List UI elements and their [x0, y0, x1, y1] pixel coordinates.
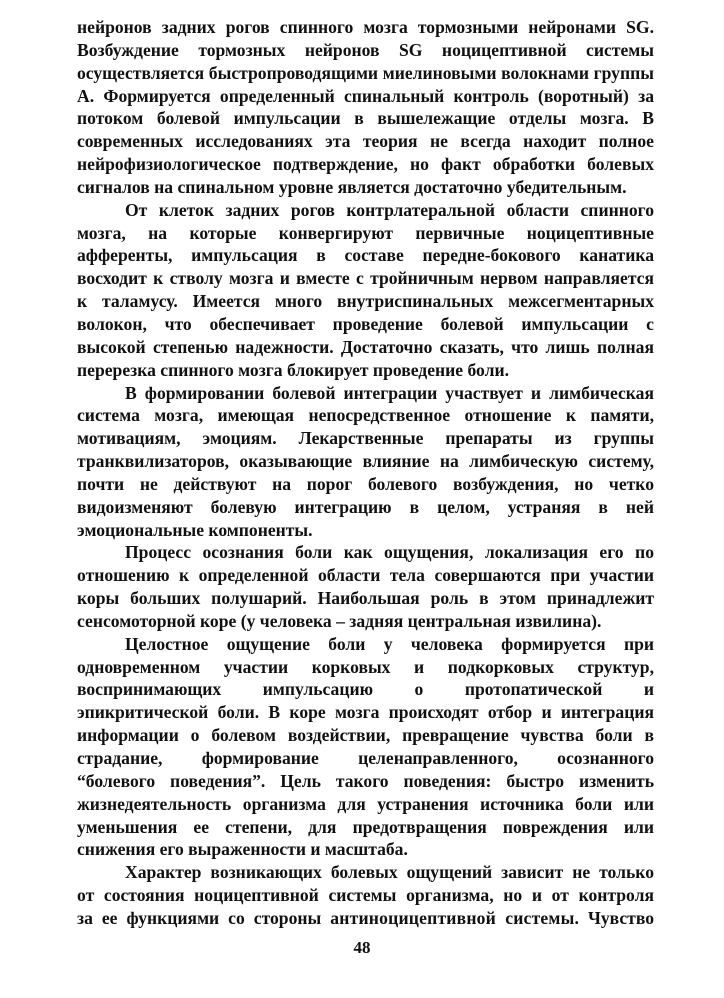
body-text [77, 16, 654, 930]
paragraph-6 [77, 861, 654, 930]
text-line: Возбуждение тормозных нейронов SG ноцицептивной системы [77, 39, 654, 60]
text-line: видоизменяют болевую интеграцию в целом, устраняя в ней [77, 496, 654, 517]
text-line: снижения его выраженности и масштаба. [77, 839, 408, 860]
text-line: афференты, импульсация в составе передне-бокового канатика [77, 245, 654, 266]
text-fragment: . Чувство [574, 907, 654, 928]
text-line: сенсомоторной коре (у человека – задняя центральная извилина). [77, 610, 602, 631]
text-line: жизнедеятельность организма для устранения источника боли или [77, 793, 654, 814]
text-line: почти не действуют на порог болевого возбуждения, но четко [77, 473, 654, 494]
text-line: сигналов на спинальном уровне является достаточно убедительным. [77, 176, 627, 197]
paragraph-3 [77, 382, 654, 542]
paragraph-4 [77, 541, 654, 632]
text-line: система мозга, имеющая непосредственное отношение к памяти, [77, 405, 654, 426]
text-line: транквилизаторов, оказывающие влияние на лимбическую систему, [77, 451, 654, 472]
text-line: отношению к определенной области тела совершаются при участии [77, 565, 654, 586]
text-line: Характер возникающих болевых ощущений зависит не только [125, 862, 654, 883]
text-fragment: за ее функциями со стороны [77, 907, 331, 928]
text-line: Целостное ощущение боли у человека формируется при [125, 633, 654, 654]
text-line: мотивациям, эмоциям. Лекарственные препараты из группы [77, 428, 654, 449]
text-line: восходит к стволу мозга и вместе с тройничным нервом направляется [77, 268, 654, 289]
text-line: коры больших полушарий. Наибольшая роль в этом принадлежит [77, 588, 654, 609]
text-line: информации о болевом воздействии, превращение чувства боли в [77, 725, 654, 746]
text-line: Процесс осознания боли как ощущения, локализация его по [125, 542, 654, 563]
text-line: страдание, формирование целенаправленного, осознанного [77, 748, 654, 768]
text-line: к таламусу. Имеется много внутриспинальных межсегментарных [77, 291, 654, 312]
text-line: высокой степенью надежности. Достаточно сказать, что лишь полная [77, 336, 654, 357]
text-line: В формировании болевой интеграции участвует и лимбическая [125, 382, 654, 403]
paragraph-2 [77, 199, 654, 382]
paragraph-1 [77, 16, 654, 199]
text-line: нейронов задних рогов спинного мозга тормозными нейронами SG. [77, 17, 654, 37]
text-line: волокон, что обеспечивает проведение болевой импульсации с [77, 313, 654, 334]
page-number: 48 [353, 938, 371, 957]
text-line: от состояния ноцицептивной системы организма, но и от контроля [77, 885, 654, 906]
text-line [77, 907, 654, 930]
text-line: мозга, на которые конвергируют первичные ноцицептивные [77, 222, 654, 243]
text-line: нейрофизиологическое подтверждение, но факт обработки болевых [77, 154, 654, 175]
text-line: уменьшения ее степени, для предотвращения повреждения или [77, 816, 654, 837]
text-line: воспринимающих импульсацию о протопатической и [77, 679, 654, 700]
text-line: современных исследованиях эта теория не всегда находит полное [77, 131, 654, 152]
text-line: А. Формируется определенный спинальный контроль (воротный) за [77, 85, 654, 106]
text-line: одновременном участии корковых и подкорковых структур, [77, 656, 654, 677]
emphasized-term: антиноцицептивной системы [330, 907, 575, 928]
text-line: “болевого поведения”. Цель такого поведения: быстро изменить [77, 770, 654, 791]
text-line: эмоциональные компоненты. [77, 519, 313, 540]
paragraph-5 [77, 633, 654, 861]
text-line: перерезка спинного мозга блокирует проведение боли. [77, 359, 510, 380]
text-line: эпикритической боли. В коре мозга происходят отбор и интеграция [77, 702, 654, 723]
text-line: От клеток задних рогов контрлатеральной области спинного [125, 199, 654, 220]
text-line: потоком болевой импульсации в вышележащие отделы мозга. В [77, 108, 654, 129]
text-line: осуществляется быстропроводящими миелиновыми волокнами группы [77, 62, 654, 83]
